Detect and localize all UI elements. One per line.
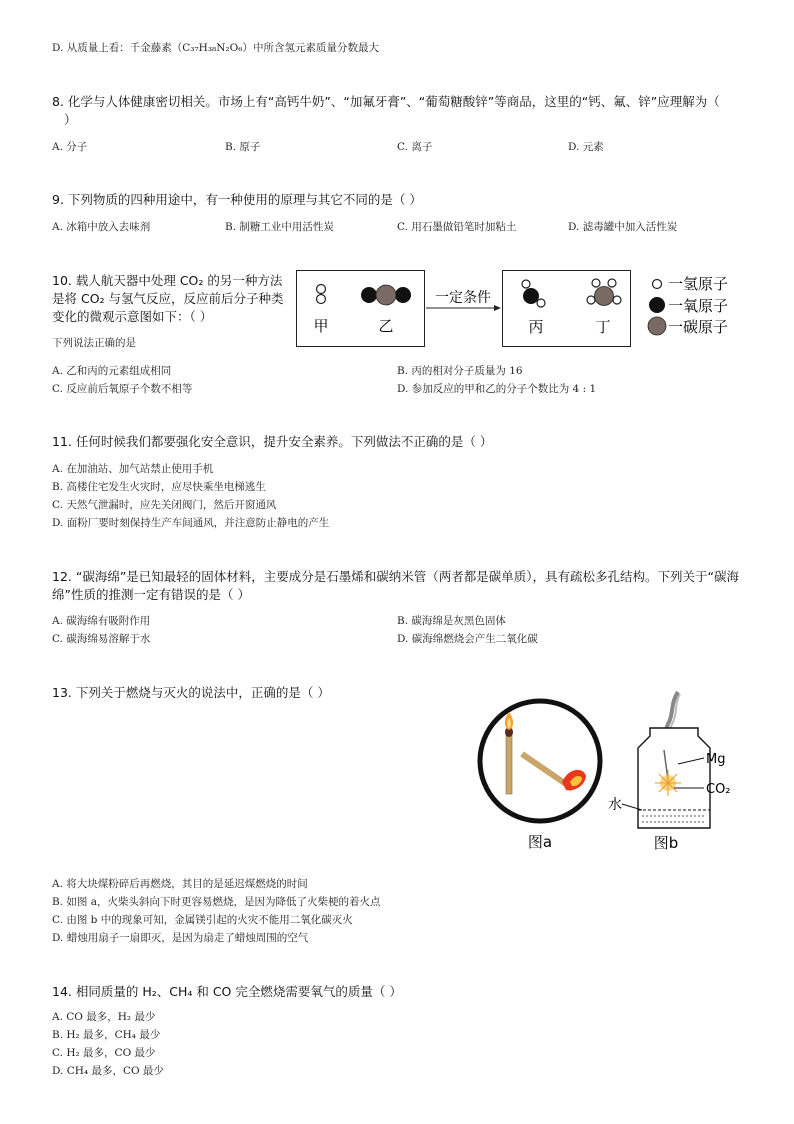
label-yi: 乙 bbox=[378, 317, 394, 335]
legend-hydrogen-icon bbox=[653, 280, 662, 289]
q11-option-a[interactable]: A. 在加油站、加气站禁止使用手机 bbox=[52, 463, 214, 475]
co2-label: CO₂ bbox=[706, 782, 731, 797]
q9-option-a[interactable]: A. 冰箱中放入去味剂 bbox=[52, 221, 151, 233]
q8-option-a[interactable]: A. 分子 bbox=[52, 141, 88, 153]
q12-option-b[interactable]: B. 碳海绵是灰黑色固体 bbox=[397, 615, 506, 627]
q12-option-d[interactable]: D. 碳海绵燃烧会产生二氧化碳 bbox=[397, 633, 538, 645]
q8-stem-line1: 8. 化学与人体健康密切相关。市场上有“高钙牛奶”、“加氟牙膏”、“葡萄糖酸锌”等商品，这里的“钙、氟、锌”应理解为（ bbox=[52, 94, 720, 109]
q10-stem-line1: 10. 载人航天器中处理 CO₂ 的另一种方法 bbox=[52, 273, 283, 288]
q13-stem: 13. 下列关于燃烧与灭火的说法中，正确的是（ ） bbox=[52, 685, 330, 700]
water-hydrogen-2 bbox=[537, 299, 545, 307]
q14-option-c[interactable]: C. H₂ 最多，CO 最少 bbox=[52, 1047, 156, 1059]
arrow-head bbox=[494, 305, 501, 311]
q12-stem-line2: 绵”性质的推测一定有错误的是（ ） bbox=[52, 587, 250, 602]
q12-stem-line1: 12. “碳海绵”是已知最轻的固体材料，主要成分是石墨烯和碳纳米管（两者都是碳单质），具有疏松多孔结构。下列关于“碳海 bbox=[52, 569, 740, 584]
figure-a-caption: 图a bbox=[527, 833, 553, 851]
label-jia: 甲 bbox=[313, 317, 329, 335]
q9-stem: 9. 下列物质的四种用途中，有一种使用的原理与其它不同的是（ ） bbox=[52, 192, 422, 207]
q10-option-b[interactable]: B. 丙的相对分子质量为 16 bbox=[397, 365, 523, 377]
mg-label: Mg bbox=[706, 752, 726, 767]
reaction-diagram bbox=[296, 268, 786, 350]
methane-hydrogen-3 bbox=[587, 296, 595, 304]
figure-a-svg bbox=[474, 696, 606, 856]
co2-oxygen-right bbox=[395, 287, 411, 303]
q14-option-b[interactable]: B. H₂ 最多，CH₄ 最少 bbox=[52, 1029, 161, 1041]
q9-option-d[interactable]: D. 滤毒罐中加入活性炭 bbox=[568, 221, 678, 233]
q8-option-b[interactable]: B. 原子 bbox=[225, 141, 261, 153]
q8-stem-line2: ） bbox=[64, 112, 77, 127]
figure-b-svg bbox=[608, 688, 748, 858]
q11-option-c[interactable]: C. 天然气泄漏时，应先关闭阀门，然后开窗通风 bbox=[52, 499, 277, 511]
figure-b bbox=[608, 688, 748, 858]
h2-molecule-atom-1 bbox=[317, 285, 326, 294]
q10-option-c[interactable]: C. 反应前后氧原子个数不相等 bbox=[52, 383, 193, 395]
methane-hydrogen-2 bbox=[608, 279, 616, 287]
label-ding: 丁 bbox=[595, 318, 611, 336]
q13-option-d[interactable]: D. 蜡烛用扇子一扇即灭，是因为扇走了蜡烛周围的空气 bbox=[52, 932, 309, 944]
q8-option-c[interactable]: C. 离子 bbox=[397, 141, 433, 153]
legend-carbon-icon bbox=[648, 317, 666, 335]
water-oxygen bbox=[523, 288, 539, 304]
methane-hydrogen-1 bbox=[592, 279, 600, 287]
q11-option-d[interactable]: D. 面粉厂要时刻保持生产车间通风，并注意防止静电的产生 bbox=[52, 517, 330, 529]
h2-molecule-atom-2 bbox=[317, 295, 326, 304]
co2-oxygen-left bbox=[361, 287, 377, 303]
q10-option-d[interactable]: D. 参加反应的甲和乙的分子个数比为 4 : 1 bbox=[397, 383, 597, 395]
co2-carbon bbox=[376, 285, 396, 305]
upright-match-stick bbox=[506, 734, 512, 794]
figure-a bbox=[474, 696, 606, 856]
legend-carbon-label: 一碳原子 bbox=[668, 318, 729, 336]
q10-stem-line3: 变化的微观示意图如下：（ ） bbox=[52, 309, 213, 324]
methane-hydrogen-4 bbox=[613, 296, 621, 304]
methane-carbon bbox=[595, 287, 614, 306]
q13-option-c[interactable]: C. 由图 b 中的现象可知，金属镁引起的火灾不能用二氧化碳灭火 bbox=[52, 914, 353, 926]
q7-option-d: D. 从质量上看：千金藤素（C₃₇H₃₈N₂O₆）中所含氢元素质量分数最大 bbox=[52, 42, 379, 54]
figure-a-circle bbox=[480, 701, 600, 821]
q14-option-d[interactable]: D. CH₄ 最多，CO 最少 bbox=[52, 1065, 164, 1077]
water-label: 水 bbox=[608, 797, 622, 813]
q10-option-a[interactable]: A. 乙和丙的元素组成相同 bbox=[52, 365, 172, 377]
q8-option-d[interactable]: D. 元素 bbox=[568, 141, 604, 153]
q11-option-b[interactable]: B. 高楼住宅发生火灾时，应尽快乘坐电梯逃生 bbox=[52, 481, 266, 493]
reactants-box bbox=[297, 271, 425, 347]
q10-stem-line2: 是将 CO₂ 与氢气反应，反应前后分子种类 bbox=[52, 291, 284, 306]
q14-option-a[interactable]: A. CO 最多，H₂ 最少 bbox=[52, 1011, 156, 1023]
water-hydrogen-1 bbox=[522, 280, 530, 288]
reaction-diagram-svg bbox=[296, 268, 786, 350]
legend-hydrogen-label: 一氢原子 bbox=[668, 275, 729, 293]
q12-option-a[interactable]: A. 碳海绵有吸附作用 bbox=[52, 615, 151, 627]
q9-option-b[interactable]: B. 制糖工业中用活性炭 bbox=[225, 221, 334, 233]
q10-stem-line4: 下列说法正确的是 bbox=[52, 337, 136, 349]
q9-option-c[interactable]: C. 用石墨做铅笔时加粘土 bbox=[397, 221, 517, 233]
q11-stem: 11. 任何时候我们都要强化安全意识，提升安全素养。下列做法不正确的是（ ） bbox=[52, 434, 493, 449]
q13-option-a[interactable]: A. 将大块煤粉碎后再燃烧，其目的是延迟煤燃烧的时间 bbox=[52, 878, 308, 890]
arrow-label: 一定条件 bbox=[435, 290, 491, 306]
q13-option-b[interactable]: B. 如图 a，火柴头斜向下时更容易燃烧，是因为降低了火柴梗的着火点 bbox=[52, 896, 381, 908]
legend-oxygen-label: 一氧原子 bbox=[668, 297, 729, 315]
q14-stem: 14. 相同质量的 H₂、CH₄ 和 CO 完全燃烧需要氧气的质量（ ） bbox=[52, 984, 402, 999]
legend-oxygen-icon bbox=[649, 297, 665, 313]
q12-option-c[interactable]: C. 碳海绵易溶解于水 bbox=[52, 633, 151, 645]
label-bing: 丙 bbox=[528, 318, 544, 336]
figure-b-caption: 图b bbox=[653, 834, 679, 852]
